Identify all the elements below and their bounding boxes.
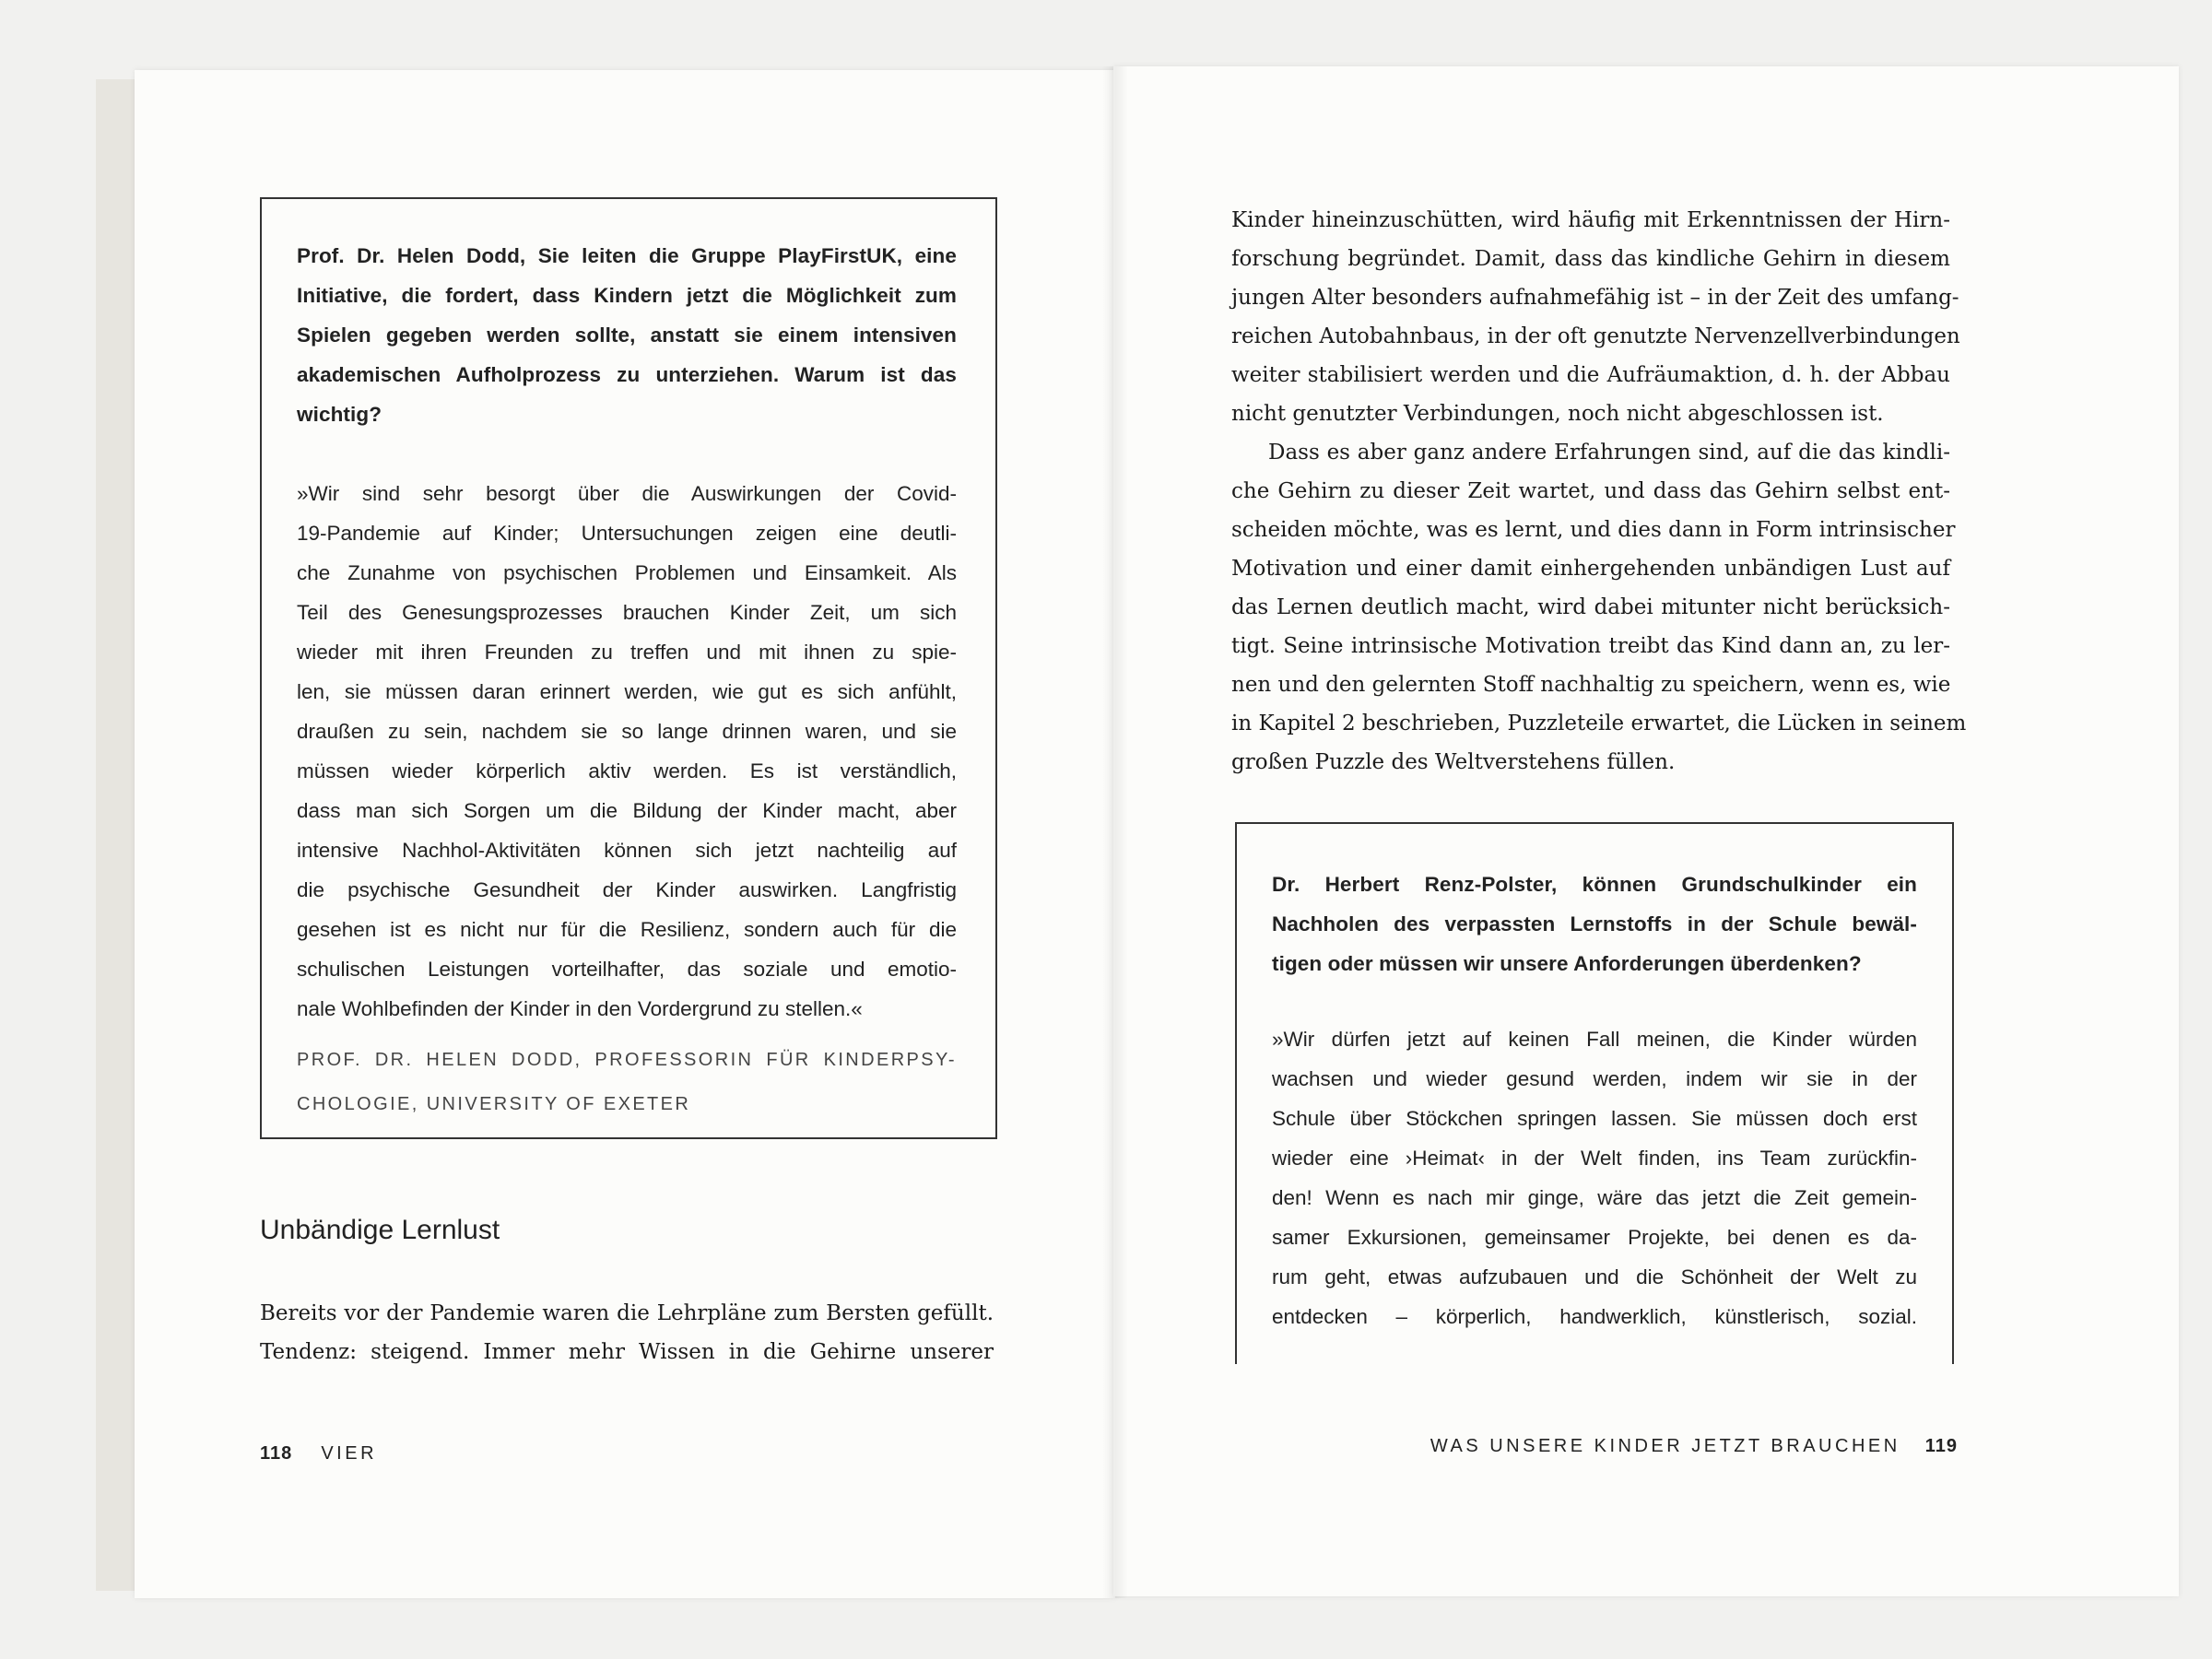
body-line: nicht genutzter Verbindungen, noch nicht abgeschlossen ist. <box>1231 402 1884 426</box>
body-line: jungen Alter besonders aufnahmefähig ist – in der Zeit des umfang- <box>1231 286 1959 310</box>
answer-line: draußen zu sein, nachdem sie so lange drinnen waren, und sie <box>297 720 957 743</box>
question-line: wichtig? <box>297 403 382 426</box>
answer-line: wieder eine ›Heimat‹ in der Welt finden, ins Team zurückfin- <box>1272 1147 1917 1170</box>
question-line: Nachholen des verpassten Lernstoffs in der Schule bewäl- <box>1272 912 1917 935</box>
attribution-line: CHOLOGIE, UNIVERSITY OF EXETER <box>297 1094 691 1114</box>
right-body-text <box>1231 201 1967 782</box>
body-line: Motivation und einer damit einhergehenden unbändigen Lust auf <box>1231 557 1950 581</box>
answer-line: che Zunahme von psychischen Problemen und Einsamkeit. Als <box>297 561 957 584</box>
answer-line: dass man sich Sorgen um die Bildung der Kinder macht, aber <box>297 799 957 822</box>
question-line: Prof. Dr. Helen Dodd, Sie leiten die Gruppe PlayFirstUK, eine <box>297 244 957 267</box>
question-line: Dr. Herbert Renz-Polster, können Grundschulkinder ein <box>1272 873 1917 896</box>
answer-line: müssen wieder körperlich aktiv werden. Es ist verständlich, <box>297 759 957 782</box>
answer-line: samer Exkursionen, gemeinsamer Projekte, bei denen es da- <box>1272 1226 1917 1249</box>
section-heading: Unbändige Lernlust <box>260 1215 500 1245</box>
book-gutter <box>1102 66 1128 1598</box>
answer-line: gesehen ist es nicht nur für die Resilienz, sondern auch für die <box>297 918 957 941</box>
left-footer <box>260 1443 377 1465</box>
body-line: che Gehirn zu dieser Zeit wartet, und dass das Gehirn selbst ent- <box>1231 479 1950 503</box>
answer-line: entdecken – körperlich, handwerklich, künstlerisch, sozial. <box>1272 1305 1917 1328</box>
left-body-text <box>260 1294 994 1371</box>
answer-line: nale Wohlbefinden der Kinder in den Vordergrund zu stellen.« <box>297 997 863 1020</box>
question-dodd <box>297 236 957 434</box>
body-line: scheiden möchte, was es lernt, und dies dann in Form intrinsischer <box>1231 518 1956 542</box>
body-line: großen Puzzle des Weltverstehens füllen. <box>1231 750 1676 774</box>
right-footer <box>1430 1436 1958 1457</box>
answer-line: »Wir sind sehr besorgt über die Auswirkungen der Covid- <box>297 482 957 505</box>
page-number-left: 118 <box>260 1443 293 1464</box>
answer-line: 19-Pandemie auf Kinder; Untersuchungen zeigen eine deutli- <box>297 522 957 545</box>
question-renz-polster <box>1272 865 1917 983</box>
body-line: Bereits vor der Pandemie waren die Lehrpläne zum Bersten gefüllt. <box>260 1301 994 1325</box>
body-line: in Kapitel 2 beschrieben, Puzzleteile erwartet, die Lücken in seinem <box>1231 712 1967 735</box>
answer-line: wieder mit ihren Freunden zu treffen und mit ihnen zu spie- <box>297 641 957 664</box>
question-line: Spielen gegeben werden sollte, anstatt sie einem intensiven <box>297 324 957 347</box>
answer-line: Teil des Genesungsprozesses brauchen Kinder Zeit, um sich <box>297 601 957 624</box>
body-line: tigt. Seine intrinsische Motivation treibt das Kind dann an, zu ler- <box>1231 634 1950 658</box>
body-line: Kinder hineinzuschütten, wird häufig mit Erkenntnissen der Hirn- <box>1231 208 1950 232</box>
answer-line: »Wir dürfen jetzt auf keinen Fall meinen, die Kinder würden <box>1272 1028 1917 1051</box>
page-number-right: 119 <box>1924 1436 1958 1456</box>
question-line: Initiative, die fordert, dass Kindern jetzt die Möglichkeit zum <box>297 284 957 307</box>
answer-line: die psychische Gesundheit der Kinder auswirken. Langfristig <box>297 878 957 901</box>
interview-box-dodd <box>260 197 997 1139</box>
answer-line: wachsen und wieder gesund werden, indem wir sie in der <box>1272 1067 1917 1090</box>
book-page-edges <box>96 79 138 1591</box>
answer-line: intensive Nachhol-Aktivitäten können sich jetzt nachteilig auf <box>297 839 957 862</box>
answer-line: schulischen Leistungen vorteilhafter, das soziale und emotio- <box>297 958 957 981</box>
question-line: tigen oder müssen wir unsere Anforderungen überdenken? <box>1272 952 1862 975</box>
attribution-line: PROF. DR. HELEN DODD, PROFESSORIN FÜR KINDERPSY- <box>297 1050 957 1070</box>
answer-renz-polster <box>1272 1019 1917 1336</box>
answer-dodd <box>297 474 957 1029</box>
body-line: forschung begründet. Damit, dass das kindliche Gehirn in diesem <box>1231 247 1950 271</box>
answer-line: rum geht, etwas aufzubauen und die Schönheit der Welt zu <box>1272 1265 1917 1288</box>
answer-line: Schule über Stöckchen springen lassen. Sie müssen doch erst <box>1272 1107 1917 1130</box>
answer-line: len, sie müssen daran erinnert werden, wie gut es sich anfühlt, <box>297 680 957 703</box>
answer-line: den! Wenn es nach mir ginge, wäre das jetzt die Zeit gemein- <box>1272 1186 1917 1209</box>
body-line: reichen Autobahnbaus, in der oft genutzte Nervenzellverbindungen <box>1231 324 1960 348</box>
attribution-dodd <box>297 1038 957 1126</box>
body-line: Dass es aber ganz andere Erfahrungen sind, auf die das kindli- <box>1268 441 1950 465</box>
body-line: nen und den gelernten Stoff nachhaltig zu speichern, wenn es, wie <box>1231 673 1951 697</box>
interview-box-renz-polster <box>1235 822 1954 1364</box>
body-line: weiter stabilisiert werden und die Aufräumaktion, d. h. der Abbau <box>1231 363 1950 387</box>
body-line: das Lernen deutlich macht, wird dabei mitunter nicht berücksich- <box>1231 595 1950 619</box>
body-line: Tendenz: steigend. Immer mehr Wissen in die Gehirne unserer <box>260 1340 994 1364</box>
running-head: WAS UNSERE KINDER JETZT BRAUCHEN <box>1430 1436 1900 1456</box>
chapter-label: VIER <box>321 1443 378 1464</box>
question-line: akademischen Aufholprozess zu unterziehen. Warum ist das <box>297 363 957 386</box>
